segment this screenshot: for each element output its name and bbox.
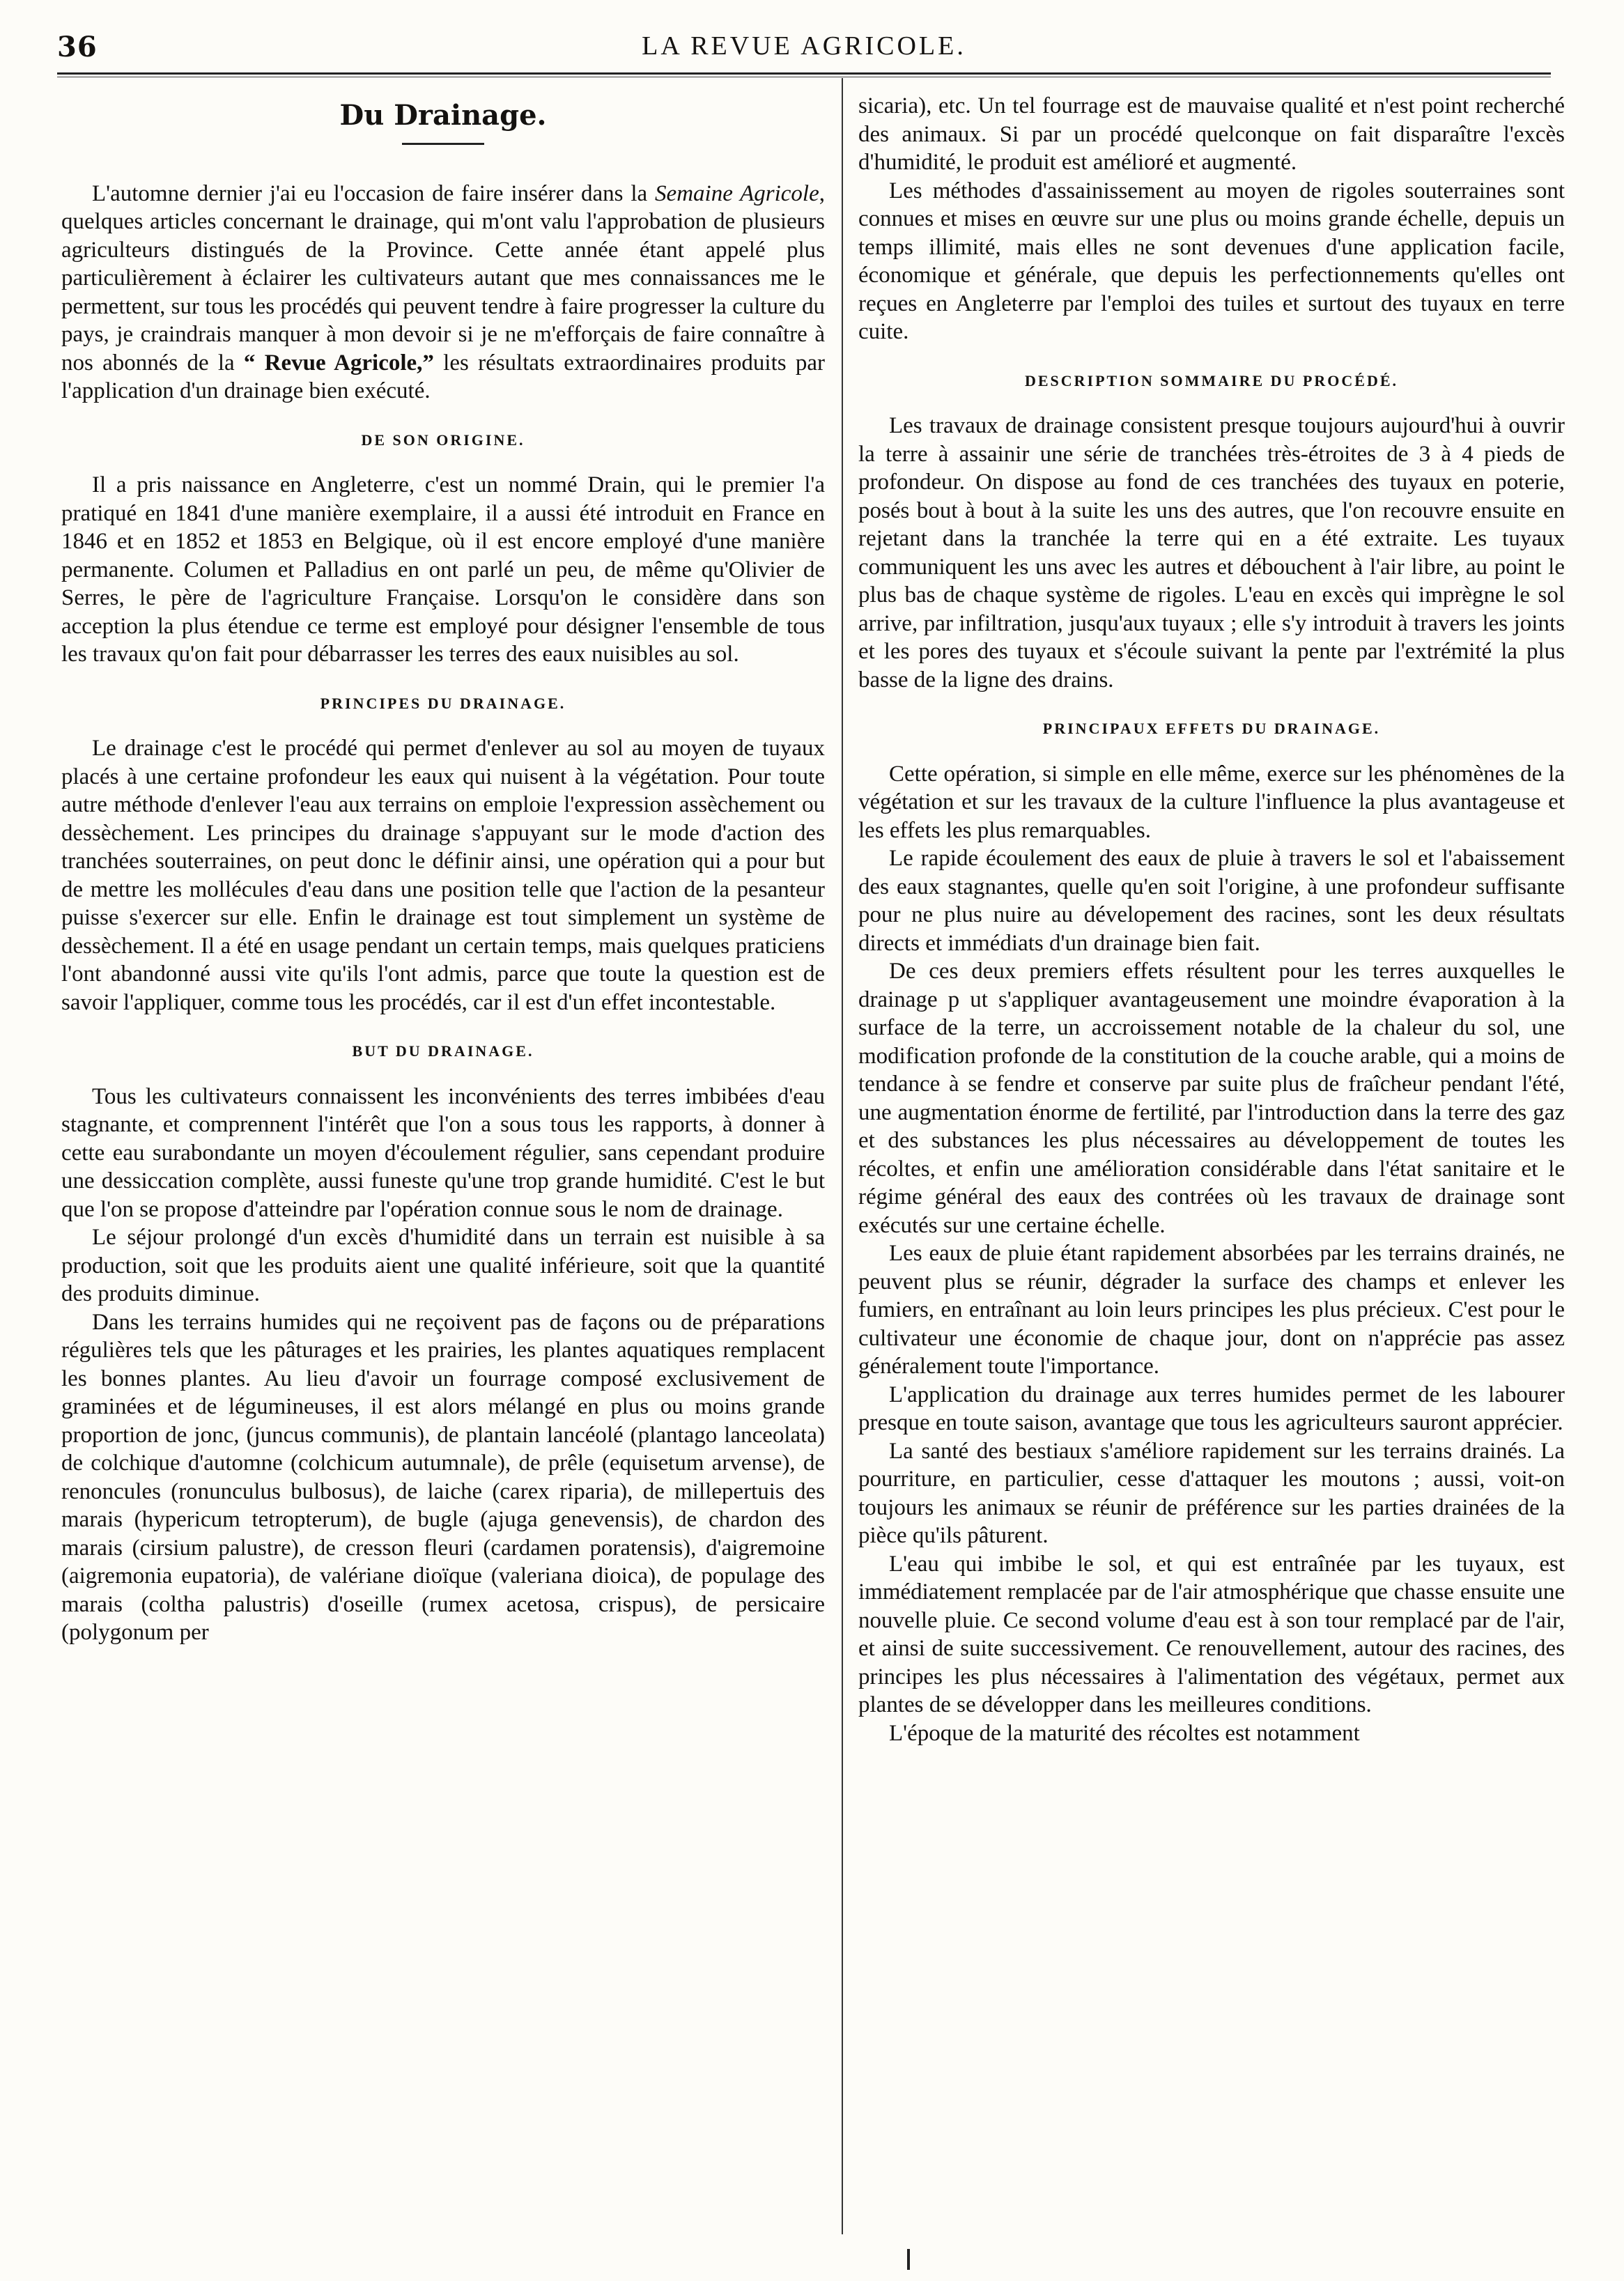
running-title: LA REVUE AGRICOLE. — [642, 31, 966, 61]
intro-italic-title: Semaine Agricole — [655, 180, 819, 206]
intro-text-3: les résultats extraordinaires produits par l'application d'un drainage bien exécuté. — [61, 350, 825, 403]
effets-paragraph-4: Les eaux de pluie étant rapidement absorbées par les terrains drainés, ne peuvent plus se réunir, dégrader la surface des champs et enlever les fumiers, en entraînant au loin leurs principes les plus précieux. C'est pour le cultivateur une économie de chaque jour, dont on n'apprécie pas assez généralement toute l'importance. — [858, 1241, 1565, 1379]
section-heading-description: DESCRIPTION SOMMAIRE DU PROCÉDÉ. — [1024, 371, 1399, 389]
title-rule — [402, 143, 484, 145]
section-heading-origine: DE SON ORIGINE. — [361, 431, 525, 449]
page-header — [57, 31, 1551, 72]
origine-paragraph: Il a pris naissance en Angleterre, c'est un nommé Drain, qui le premier l'a pratiqué en 1841 d'une manière exemplaire, il a aussi été introduit en France en 1846 et en 1852 et 1853 en Belgique, où il est encore employé d'une manière permanente. Columen et Palladius en ont parlé un peu, de même qu'Olivier de Serres, le père de l'agriculture Française. Lorsqu'on le considère dans son acception la plus étendue ce terme est employé pour désigner l'ensemble de tous les travaux qu'on fait pour débarrasser les terres des eaux nuisibles au sol. — [61, 472, 825, 667]
intro-paragraph — [61, 180, 825, 405]
but-paragraph-4: Les méthodes d'assainissement au moyen de rigoles souterraines sont connues et mises en œuvre sur une plus ou moins grande échelle, depuis un temps illimité, mais elles ne sont devenues d'une application facile, économique et générale, que depuis les perfectionnements qu'elles ont reçues en Angleterre par l'emploi des tuiles et surtout des tuyaux en terre cuite. — [858, 178, 1565, 344]
but-paragraph-1: Tous les cultivateurs connaissent les inconvénients des terres imbibées d'eau stagnante, et comprennent l'intérêt que l'on a sous tous les rapports, à donner à cette eau surabondante un moyen d'écoulement régulier, sans cependant produire une dessiccation complète, aussi funeste qu'une trop grande humidité. C'est le but que l'on se propose d'atteindre par l'opération connue sous le nom de drainage. — [61, 1083, 825, 1222]
but-paragraph-3: Dans les terrains humides qui ne reçoivent pas de façons ou de préparations régulières tels que les pâturages et les prairies, les plantes aquatiques remplacent les bonnes plantes. Au lieu d'avoir un fourrage composé exclusivement de graminées et de légumineuses, il est alors mélangé en plus ou moins grande proportion de jonc, (juncus communis), de plantain lancéolé (plantago lanceolata) de colchique d'automne (colchicum autumnale), de prêle (equisetum arvense), de renoncules (ronunculus bulbosus), de laiche (carex riparia), de millepertuis des marais (hypericum tetropterum), de bugle (ajuga genevensis), de chardon des marais (cirsium palustre), de cresson fleuri (cardamen poratensis), d'aigremoine (aigremonia eupatoria), de valériane dioïque (valeriana dioica), de populage des marais (coltha palustris) d'oseille (rumex acetosa, crispus), de persicaire (polygonum per — [61, 1309, 825, 1645]
column-divider — [842, 78, 843, 2234]
intro-text-2: , quelques articles concernant le drainage, qui m'ont valu l'approbation de plusieurs agriculteurs distingués de la Province. Cette année étant appelé plus particulièrement à éclairer les cultivateurs autant que mes connaissances me le permettent, sur tous les procédés qui peuvent tendre à faire progresser la culture du pays, je craindrais manquer à mon devoir si je ne m'efforçais de faire connaître à nos abonnés de la — [61, 180, 825, 376]
effets-paragraph-7: L'eau qui imbibe le sol, et qui est entraînée par les tuyaux, est immédiatement remplacée par de l'air atmosphérique que chasse ensuite une nouvelle pluie. Ce second volume d'eau est à son tour remplacé par de l'air, et ainsi de suite successivement. Ce renouvellement, autour des racines, des principes les plus nécessaires à l'alimentation des végétaux, permet aux plantes de se développer dans les meilleures conditions. — [858, 1551, 1565, 1717]
page-number: 36 — [57, 31, 98, 63]
section-heading-effets: PRINCIPAUX EFFETS DU DRAINAGE. — [1042, 720, 1381, 737]
but-paragraph-2: Le séjour prolongé d'un excès d'humidité dans un terrain est nuisible à sa production, soit que les produits aient une qualité inférieure, soit que la quantité des produits diminue. — [61, 1225, 825, 1306]
section-heading-but: BUT DU DRAINAGE. — [352, 1042, 534, 1060]
effets-paragraph-8: L'époque de la maturité des récoltes est notamment — [889, 1720, 1360, 1746]
right-column — [858, 92, 1565, 1747]
effets-paragraph-5: L'application du drainage aux terres humides permet de les labourer presque en toute saison, avantage que tous les agriculteurs sauront apprécier. — [858, 1382, 1565, 1435]
effets-paragraph-2: Le rapide écoulement des eaux de pluie à travers le sol et l'abaissement des eaux stagnantes, quelle qu'en soit l'origine, à une profondeur suffisante pour ne plus nuire au dévelopement des racines, sont les deux résultats directs et immédiats d'un drainage bien fait. — [858, 846, 1565, 956]
section-heading-principes: PRINCIPES DU DRAINAGE. — [320, 694, 566, 712]
principes-paragraph: Le drainage c'est le procédé qui permet d'enlever au sol au moyen de tuyaux placés à une certaine profondeur les eaux qui nuisent à la végétation. Pour toute autre méthode d'enlever l'eau aux terrains on emploie l'expression assèchement ou dessèchement. Les principes du drainage s'appuyant sur le mode d'action des tranchées souterraines, on peut donc le définir ainsi, une opération qui a pour but de mettre les mollécules d'eau dans une position telle que l'action de la pesanteur puisse s'exercer sur elle. Enfin le drainage est tout simplement un système de dessèchement. Il a été en usage pendant un certain temps, mais quelques praticiens l'ont abandonné aussi vite qu'ils l'ont admis, parce que toute la question est de savoir l'appliquer, comme tous les procédés, car il est d'un effet incontestable. — [61, 736, 825, 1015]
header-rule — [57, 72, 1551, 75]
description-paragraph: Les travaux de drainage consistent presque toujours aujourd'hui à ouvrir la terre à assainir une série de tranchées très-étroites de 3 à 4 pieds de profondeur. On dispose au fond de ces tranchées des tuyaux en poterie, posés bout à bout à la suite les uns des autres, que l'on recouvre ensuite en rejetant dans la tranchée la terre qui en a été extraite. Les tuyaux communiquent les uns avec les autres et débouchent à l'air libre, au point le plus bas de chaque système de rigoles. L'eau en excès qui imprègne le sol arrive, par infiltration, jusqu'aux tuyaux ; elle s'y introduit à travers les joints et les pores des tuyaux et s'écoule suivant la pente par l'extrémité la plus basse de la ligne des drains. — [858, 413, 1565, 693]
intro-bold-title: “ Revue Agricole,” — [243, 350, 434, 376]
left-column — [61, 98, 825, 1647]
but-paragraph-3-continued: sicaria), etc. Un tel fourrage est de mauvaise qualité et n'est point recherché des animaux. Si par un procédé quelconque on fait disparaître l'excès d'humidité, le produit est amélioré et augmenté. — [858, 93, 1565, 175]
article-title: Du Drainage. — [339, 99, 547, 132]
effets-paragraph-1: Cette opération, si simple en elle même, exerce sur les phénomènes de la végétation et sur les travaux de la culture l'influence la plus avantageuse et les effets les plus remarquables. — [858, 761, 1565, 843]
intro-text-1: L'automne dernier j'ai eu l'occasion de faire insérer dans la — [92, 180, 656, 206]
effets-paragraph-3: De ces deux premiers effets résultent pour les terres auxquelles le drainage p ut s'appliquer avantageusement une moindre évaporation à la surface de la terre, un accroissement notable de la chaleur du sol, une modification profonde de la constitution de la couche arable, qui a moins de tendance à se fendre et conserve par suite plus de fraîcheur pendant l'été, une augmentation énorme de fertilité, par l'introduction dans la terre des gaz et des substances les plus nécessaires au développement de toutes les récoltes, et enfin une amélioration considérable dans l'état sanitaire et le régime général des eaux des contrées où les travaux de drainage sont exécutés sur une certaine échelle. — [858, 959, 1565, 1238]
effets-paragraph-6: La santé des bestiaux s'améliore rapidement sur les terrains drainés. La pourriture, en particulier, cesse d'attaquer les moutons ; aussi, voit-on toujours les animaux se réunir de préférence sur les parties drainées de la pièce qu'ils pâturent. — [858, 1438, 1565, 1548]
print-mark — [907, 2249, 910, 2270]
